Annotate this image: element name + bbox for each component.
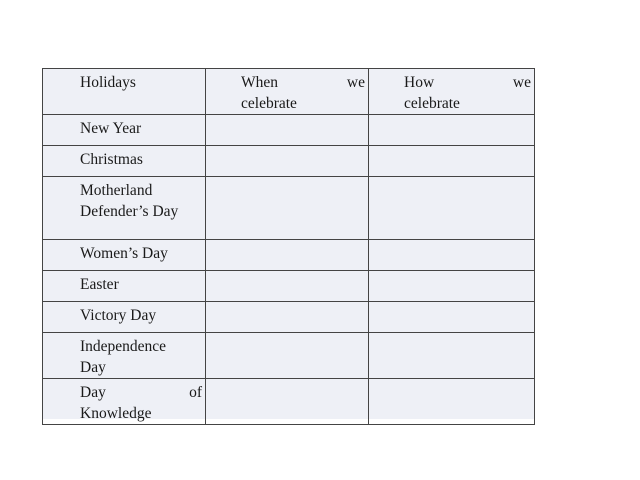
holiday-cell: Easter (43, 271, 206, 302)
table-row (43, 302, 535, 333)
holiday-cell: Victory Day (43, 302, 206, 333)
table-row (43, 379, 535, 425)
holiday-cell (43, 333, 206, 379)
header-row (43, 69, 535, 115)
holiday-cell: New Year (43, 115, 206, 146)
holidays-worksheet (42, 68, 534, 422)
how-cell[interactable] (369, 333, 535, 379)
how-cell[interactable] (369, 240, 535, 271)
holiday-cell: Christmas (43, 146, 206, 177)
table-row (43, 240, 535, 271)
how-cell[interactable] (369, 271, 535, 302)
header-how-we-word: we (512, 74, 531, 91)
holiday-line: Defender’s Day (80, 203, 179, 220)
holiday-cell (43, 379, 206, 425)
when-cell[interactable] (206, 271, 369, 302)
holiday-word: of (189, 384, 202, 401)
table-row (43, 146, 535, 177)
when-cell[interactable] (206, 333, 369, 379)
table-row (43, 115, 535, 146)
holiday-word: Day (80, 384, 106, 401)
header-holidays (43, 69, 206, 115)
header-when-celebrate-word: celebrate (241, 95, 297, 112)
header-when-word: When (241, 74, 279, 91)
header-when-we-celebrate (206, 69, 369, 115)
table-row (43, 333, 535, 379)
table-row (43, 177, 535, 240)
holiday-line: Knowledge (80, 405, 152, 422)
when-cell[interactable] (206, 379, 369, 425)
header-holidays-label: Holidays (80, 74, 136, 91)
how-cell[interactable] (369, 302, 535, 333)
holiday-line: Independence (80, 338, 167, 355)
header-how-we-celebrate (369, 69, 535, 115)
when-cell[interactable] (206, 115, 369, 146)
when-cell[interactable] (206, 302, 369, 333)
how-cell[interactable] (369, 115, 535, 146)
holiday-cell (43, 177, 206, 240)
when-cell[interactable] (206, 240, 369, 271)
holiday-line: Day (80, 359, 106, 376)
header-how-word: How (404, 74, 435, 91)
table-row (43, 271, 535, 302)
holidays-table (42, 68, 535, 425)
when-cell[interactable] (206, 146, 369, 177)
holiday-cell: Women’s Day (43, 240, 206, 271)
when-cell[interactable] (206, 177, 369, 240)
how-cell[interactable] (369, 146, 535, 177)
header-how-celebrate-word: celebrate (404, 95, 460, 112)
header-when-we-word: we (346, 74, 365, 91)
holiday-line: Motherland (80, 182, 153, 199)
how-cell[interactable] (369, 379, 535, 425)
how-cell[interactable] (369, 177, 535, 240)
